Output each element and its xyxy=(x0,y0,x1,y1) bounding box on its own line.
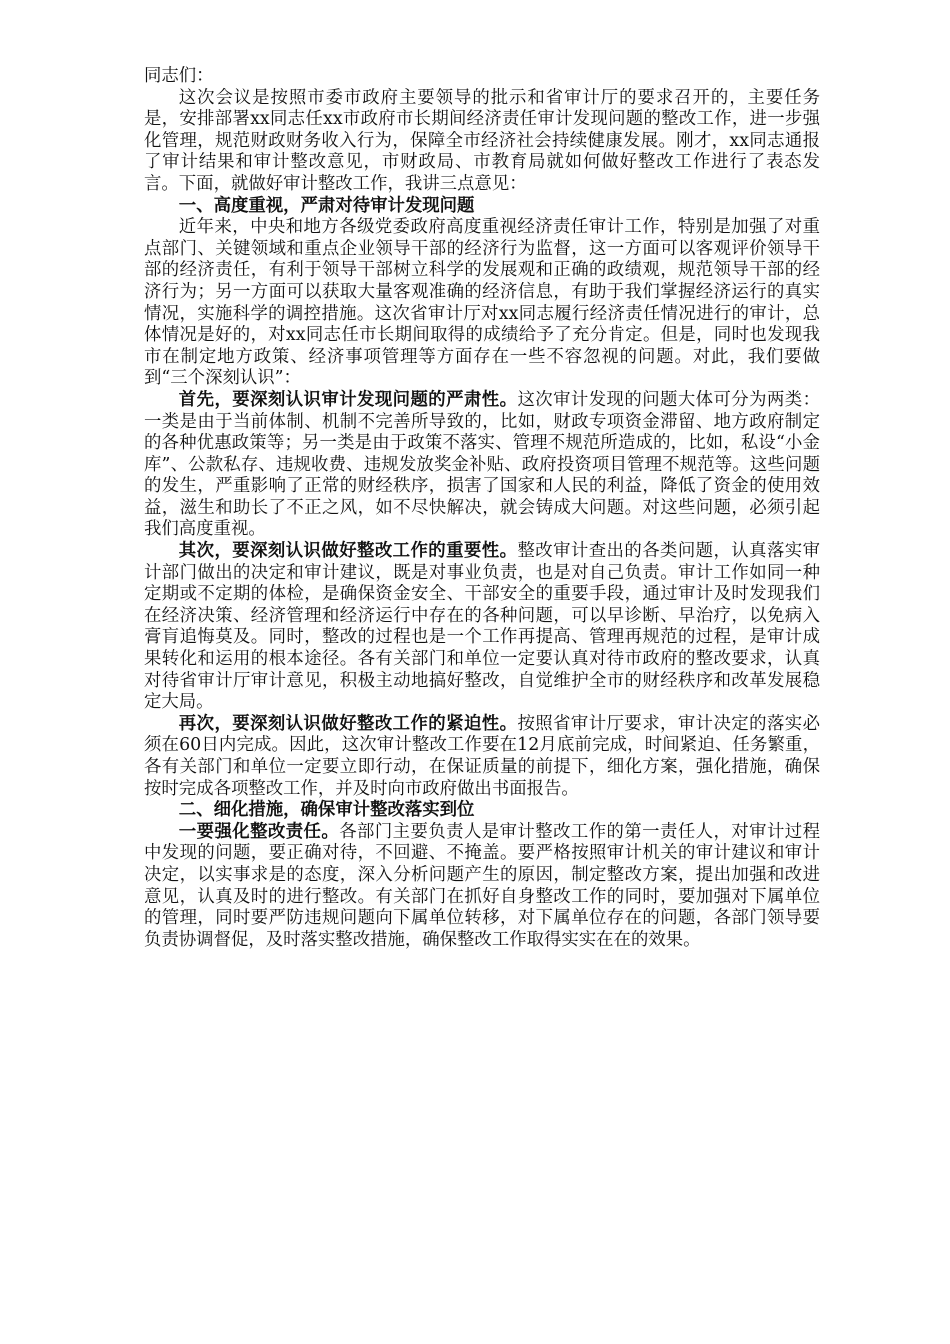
section-2-heading: 二、细化措施，确保审计整改落实到位 xyxy=(178,800,475,821)
section-2-point-1 xyxy=(144,822,820,952)
section-1-point-2 xyxy=(144,541,820,714)
point-2-lead: 其次，要深刻认识做好整改工作的重要性。 xyxy=(178,541,518,562)
section-2-point-1-body: 各部门主要负责人是审计整改工作的第一责任人，对审计过程中发现的问题，要正确对待，不回避、不掩盖。要严格按照审计机关的审计建议和审计决定，以实事求是的态度，深入分析问题产生的原因，制定整改方案，提出加强和改进意见，认真及时的进行整改。有关部门在抓好自身整改工作的同时，要加强对下属单位的管理，同时要严防违规问题向下属单位转移，对下属单位存在的问题，各部门领导要负责协调督促，及时落实整改措施，确保整改工作取得实实在在的效果。 xyxy=(144,821,820,950)
point-1-body: 这次审计发现的问题大体可分为两类：一类是由于当前体制、机制不完善所导致的，比如，财政专项资金滞留、地方政府制定的各种优惠政策等；另一类是由于政策不落实、管理不规范所造成的，比如，私设“小金库”、公款私存、违规收费、违规发放奖金补贴、政府投资项目管理不规范等。这些问题的发生，严重影响了正常的财经秩序，损害了国家和人民的利益，降低了资金的使用效益，滋生和助长了不正之风，如不尽快解决，就会铸成大问题。对这些问题，必须引起我们高度重视。 xyxy=(144,389,820,540)
section-2-point-1-lead: 一要强化整改责任。 xyxy=(178,821,340,842)
intro-paragraph: 这次会议是按照市委市政府主要领导的批示和省审计厅的要求召开的，主要任务是，安排部署xx同志任xx市政府市长期间经济责任审计发现问题的整改工作，进一步强化管理，规范财政财务收入行为，保障全市经济社会持续健康发展。刚才，xx同志通报了审计结果和审计整改意见，市财政局、市教育局就如何做好整改工作进行了表态发言。下面，就做好审计整改工作，我讲三点意见： xyxy=(144,87,820,194)
section-1-heading: 一、高度重视，严肃对待审计发现问题 xyxy=(178,195,475,216)
point-3-body: 按照省审计厅要求，审计决定的落实必须在60日内完成。因此，这次审计整改工作要在12月底前完成，时间紧迫、任务繁重，各有关部门和单位一定要立即行动，在保证质量的前提下，细化方案，强化措施，确保按时完成各项整改工作，并及时向市政府做出书面报告。 xyxy=(144,713,820,799)
point-3-lead: 再次，要深刻认识做好整改工作的紧迫性。 xyxy=(178,713,518,734)
section-1-paragraph: 近年来，中央和地方各级党委政府高度重视经济责任审计工作，特别是加强了对重点部门、关键领域和重点企业领导干部的经济行为监督，这一方面可以客观评价领导干部的经济责任，有利于领导干部树立科学的发展观和正确的政绩观，规范领导干部的经济行为；另一方面可以获取大量客观准确的经济信息，有助于我们掌握经济运行的真实情况，实施科学的调控措施。这次省审计厅对xx同志履行经济责任情况进行的审计，总体情况是好的，对xx同志任市长期间取得的成绩给予了充分肯定。但是，同时也发现我市在制定地方政策、经济事项管理等方面存在一些不容忽视的问题。对此，我们要做到“三个深刻认识”： xyxy=(144,217,820,389)
point-2-body: 整改审计查出的各类问题，认真落实审计部门做出的决定和审计建议，既是对事业负责，也是对自己负责。审计工作如同一种定期或不定期的体检，是确保资金安全、干部安全的重要手段，通过审计及时发现我们在经济决策、经济管理和经济运行中存在的各种问题，可以早诊断、早治疗，以免病入膏肓追悔莫及。同时，整改的过程也是一个工作再提高、管理再规范的过程，是审计成果转化和运用的根本途径。各有关部门和单位一定要认真对待市政府的整改要求，认真对待省审计厅审计意见，积极主动地搞好整改，自觉维护全市的财经秩序和改革发展稳定大局。 xyxy=(144,541,820,713)
point-1-lead: 首先，要深刻认识审计发现问题的严肃性。 xyxy=(178,389,518,410)
section-1-point-3 xyxy=(144,714,820,800)
section-1-point-1 xyxy=(144,390,820,541)
document-page xyxy=(144,66,820,951)
salutation: 同志们： xyxy=(144,66,214,86)
